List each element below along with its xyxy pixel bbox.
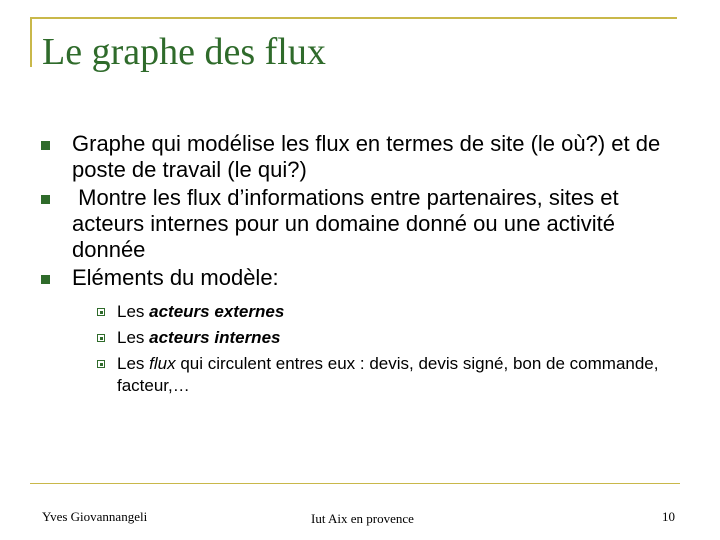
footer-institution: Iut Aix en provence [311,511,414,526]
bottom-rule [30,483,680,484]
square-bullet-icon [41,275,50,284]
sub-bullet-list [97,301,690,397]
footer-author: Yves Giovannangeli [42,509,148,524]
top-rule [30,17,677,19]
checkbox-bullet-icon [97,308,105,316]
sub-bullet-prefix: Les [117,328,150,347]
slide-title: Le graphe des flux [42,31,326,73]
left-rule [30,17,32,67]
bullet-text: Graphe qui modélise les flux en termes de site (le où?) et de poste de travail (le qui?) [72,131,661,182]
sub-bullet-item [97,327,690,349]
sub-bullet-prefix: Les [117,302,150,321]
sub-bullet-item [97,353,690,397]
bullet-text: Eléments du modèle: [72,265,279,290]
square-bullet-icon [41,141,50,150]
sub-bullet-prefix: Les [117,354,150,373]
sub-bullet-emphasis: acteurs externes [149,302,285,321]
sub-bullet-emphasis: acteurs internes [149,328,281,347]
bullet-list [40,131,690,401]
sub-bullet-item [97,301,690,323]
page-number: 10 [662,509,675,524]
square-bullet-icon [41,195,50,204]
bullet-text: Montre les flux d’informations entre partenaires, sites et acteurs internes pour un domaine donné ou une activité donnée [72,185,625,262]
sub-bullet-suffix: qui circulent entres eux : devis, devis signé, bon de commande, facteur,… [117,354,664,395]
checkbox-bullet-icon [97,334,105,342]
bullet-item [40,265,690,291]
bullet-item [40,185,690,263]
bullet-item [40,131,690,183]
sub-bullet-emphasis: flux [149,354,176,373]
checkbox-bullet-icon [97,360,105,368]
